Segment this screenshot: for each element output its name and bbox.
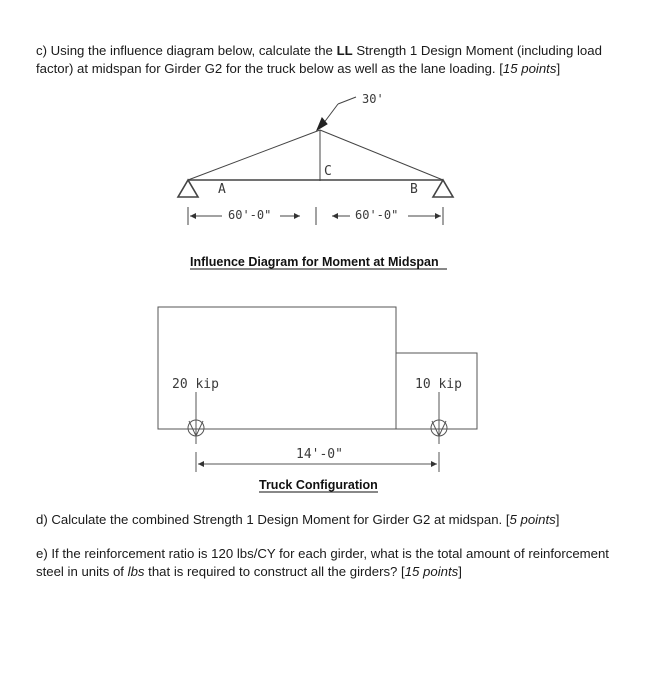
question-c-ll-term: LL [336,43,353,58]
question-e-suffix: ] [458,564,462,579]
question-e-prefix: e) If the reinforcement ratio is 120 lbs/CY for each girder, what is the total amount of reinforcement steel in units of [36,546,609,579]
peak-label: 30' [362,92,384,106]
question-e-unit: lbs [127,564,145,579]
truck-configuration-caption: Truck Configuration [259,478,378,492]
question-c-prefix: c) Using the influence diagram below, calculate the [36,43,337,58]
influence-line-left [188,130,320,180]
question-e-middle: that is required to construct all the girders? [ [144,564,405,579]
rear-axle-load-label: 20 kip [172,377,219,392]
question-c-suffix: ] [556,61,561,76]
peak-arrowhead [317,118,327,130]
right-span-label: 60'-0" [355,208,399,222]
question-c-middle: Strength 1 Design Moment (including load factor) at midspan for Girder G2 for the truck below as well as the lane loading. [ [36,43,602,76]
support-b-label: B [410,182,418,197]
support-a-icon [178,180,198,197]
peak-leader-line [338,97,356,104]
question-e-text [36,545,626,581]
influence-diagram-caption: Influence Diagram for Moment at Midspan [190,255,439,269]
center-label: C [324,164,332,179]
question-d-suffix: ] [555,512,560,527]
influence-diagram [178,97,453,225]
support-b-icon [433,180,453,197]
question-c-points: 15 points [502,61,557,76]
question-d-points: 5 points [509,512,556,527]
question-d-body: d) Calculate the combined Strength 1 Design Moment for Girder G2 at midspan. [ [36,512,510,527]
question-d-text [36,511,626,529]
axle-spacing-label: 14'-0" [296,447,343,462]
support-a-label: A [218,182,226,197]
question-e-points: 15 points [404,564,459,579]
left-span-label: 60'-0" [228,208,272,222]
truck-trailer-box [158,307,396,429]
peak-arrow-shaft [323,104,338,124]
influence-line-right [320,130,443,180]
front-axle-load-label: 10 kip [415,377,462,392]
